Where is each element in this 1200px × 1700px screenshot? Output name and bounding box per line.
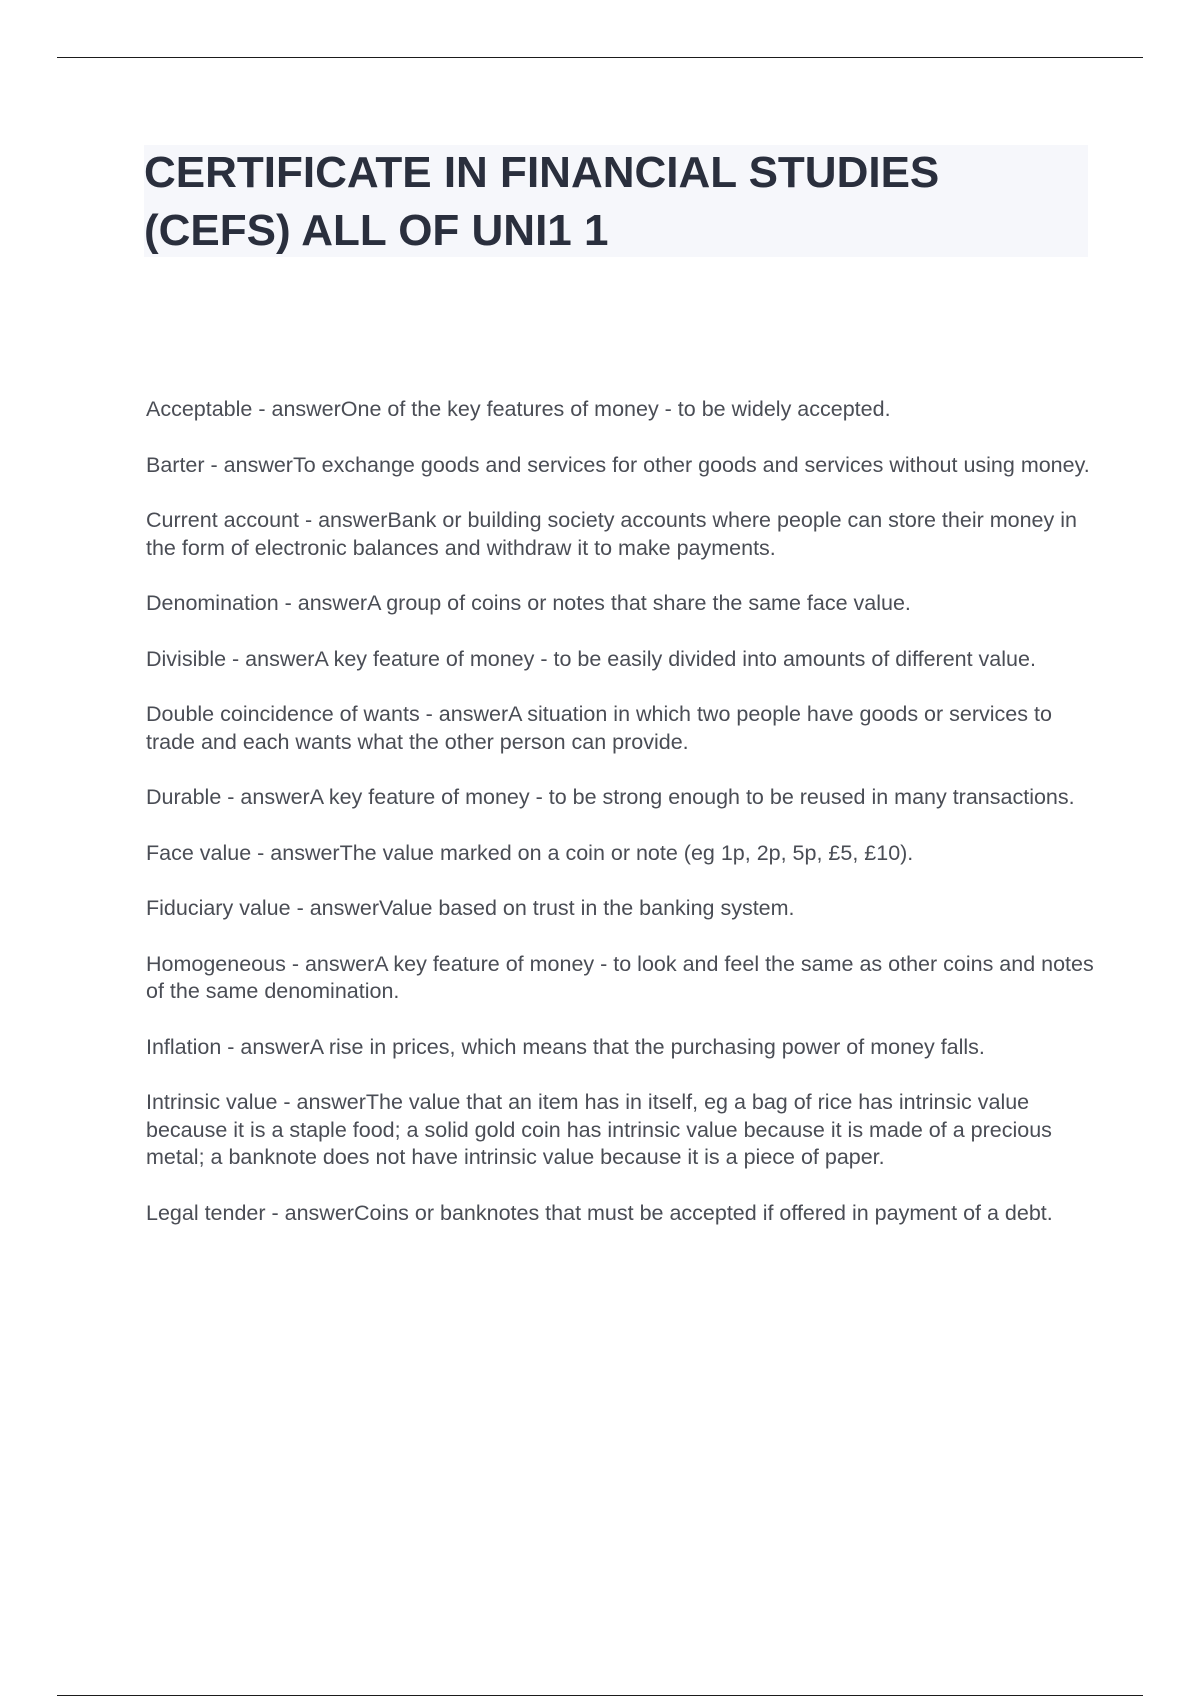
- glossary-entry: Inflation - answerA rise in prices, which means that the purchasing power of money falls.: [146, 1034, 985, 1059]
- glossary-entry: Acceptable - answerOne of the key features of money - to be widely accepted.: [146, 397, 891, 421]
- glossary-entry: Face value - answerThe value marked on a coin or note (eg 1p, 2p, 5p, £5, £10).: [146, 840, 914, 865]
- glossary-entry: Fiduciary value - answerValue based on trust in the banking system.: [146, 896, 795, 920]
- bottom-rule: [57, 1695, 1143, 1696]
- document-title: CERTIFICATE IN FINANCIAL STUDIES (CEFS) ALL OF UNI1 1: [144, 148, 940, 255]
- title-block: [144, 145, 1088, 257]
- glossary-entry: Intrinsic value - answerThe value that an item has in itself, eg a bag of rice has intrinsic value because it is a staple food; a solid gold coin has intrinsic value because it is made of a precious metal; a banknote does not have intrinsic value because it is a piece of paper.: [146, 1090, 1052, 1169]
- glossary-entry: Double coincidence of wants - answerA situation in which two people have goods or services to trade and each wants what the other person can provide.: [146, 702, 1052, 754]
- glossary-entry: Divisible - answerA key feature of money - to be easily divided into amounts of different value.: [146, 646, 1036, 671]
- glossary-entry: Durable - answerA key feature of money - to be strong enough to be reused in many transactions.: [146, 785, 1075, 809]
- top-rule: [57, 57, 1143, 58]
- glossary-entry: Barter - answerTo exchange goods and services for other goods and services without using money.: [146, 452, 1090, 477]
- glossary-entry: Legal tender - answerCoins or banknotes that must be accepted if offered in payment of a debt.: [146, 1200, 1053, 1225]
- glossary-entry: Homogeneous - answerA key feature of money - to look and feel the same as other coins and notes of the same denomination.: [146, 951, 1094, 1003]
- glossary-entry: Denomination - answerA group of coins or notes that share the same face value.: [146, 591, 911, 615]
- glossary-entry: Current account - answerBank or building society accounts where people can store their money in the form of electronic balances and withdraw it to make payments.: [146, 508, 1077, 560]
- glossary-list: [146, 396, 1096, 1255]
